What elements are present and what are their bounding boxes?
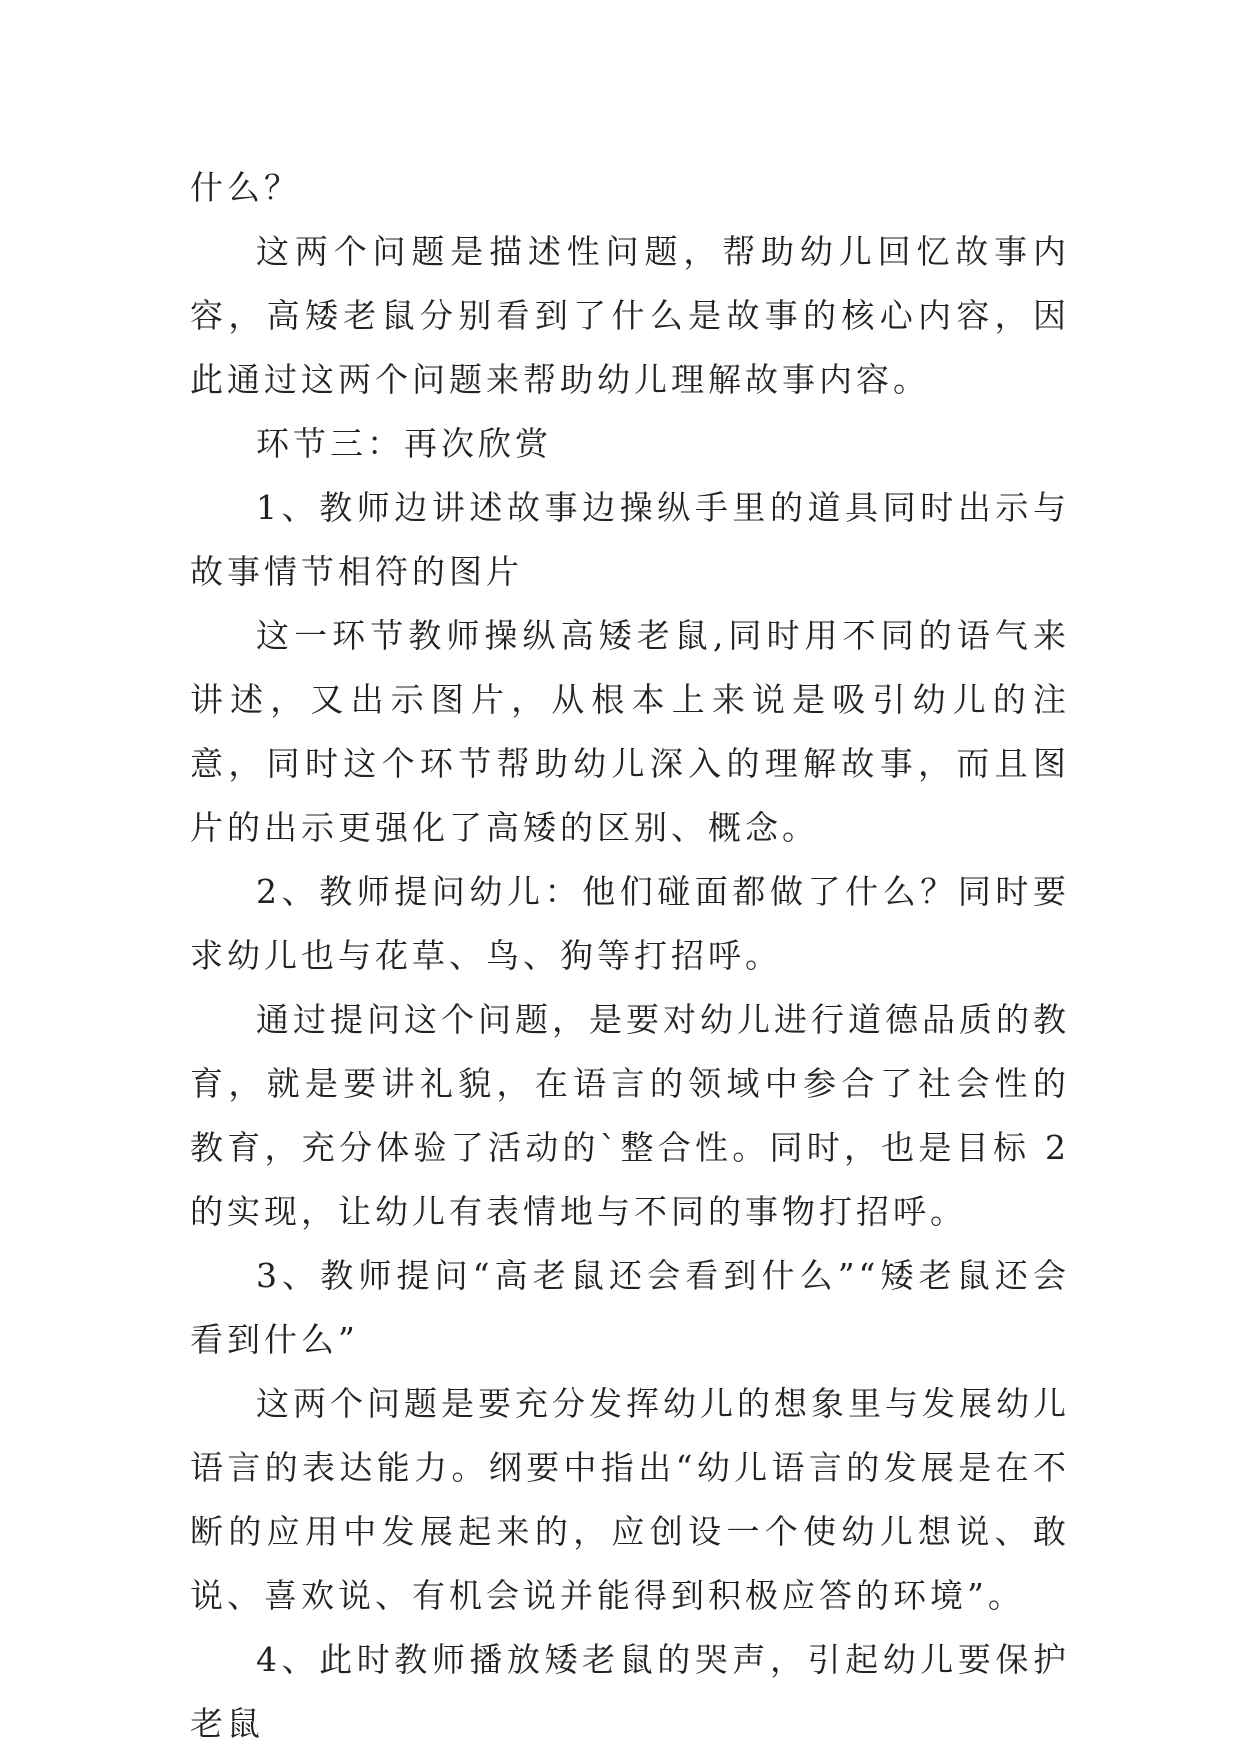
section-heading: 环节三：再次欣赏 [256,424,552,463]
paragraph: 通过提问这个问题，是要对幼儿进行道德品质的教育，就是要讲礼貌，在语言的领域中参合了社会性的教育，充分体验了活动的`整合性。同时，也是目标 2 的实现，让幼儿有表情地与不同的事物打招呼。 [190,1000,1070,1231]
list-item: 1、教师边讲述故事边操纵手里的道具同时出示与故事情节相符的图片 [190,488,1070,591]
list-item: 4、此时教师播放矮老鼠的哭声，引起幼儿要保护老鼠 [190,1640,1070,1743]
document-body [190,156,1070,1756]
list-item: 3、教师提问“高老鼠还会看到什么”“矮老鼠还会看到什么” [190,1256,1070,1359]
paragraph: 这一环节教师操纵高矮老鼠,同时用不同的语气来讲述，又出示图片，从根本上来说是吸引幼儿的注意，同时这个环节帮助幼儿深入的理解故事，而且图片的出示更强化了高矮的区别、概念。 [190,616,1070,847]
paragraph: 这两个问题是描述性问题，帮助幼儿回忆故事内容，高矮老鼠分别看到了什么是故事的核心内容，因此通过这两个问题来帮助幼儿理解故事内容。 [190,232,1070,399]
paragraph: 什么？ [190,168,301,207]
list-item: 2、教师提问幼儿：他们碰面都做了什么？同时要求幼儿也与花草、鸟、狗等打招呼。 [190,872,1070,975]
paragraph: 这两个问题是要充分发挥幼儿的想象里与发展幼儿语言的表达能力。纲要中指出“幼儿语言的发展是在不断的应用中发展起来的，应创设一个使幼儿想说、敢说、喜欢说、有机会说并能得到积极应答的环境”。 [190,1384,1070,1615]
